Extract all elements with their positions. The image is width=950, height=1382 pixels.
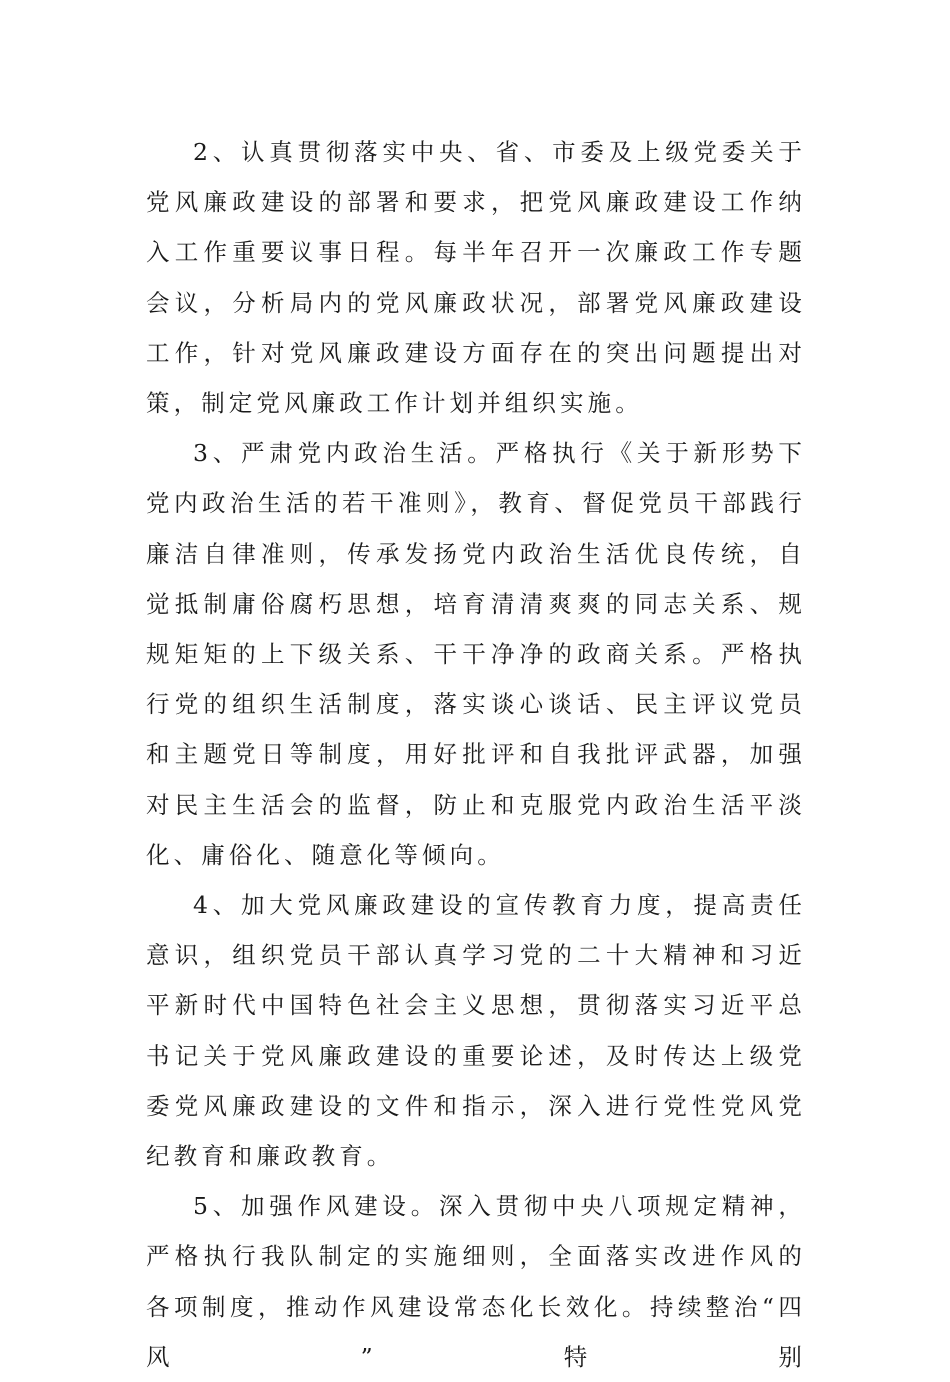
document-body [146,127,806,1382]
paragraph-2: 2、认真贯彻落实中央、省、市委及上级党委关于党风廉政建设的部署和要求，把党风廉政建设工作纳入工作重要议事日程。每半年召开一次廉政工作专题会议，分析局内的党风廉政状况，部署党风廉政建设工作，针对党风廉政建设方面存在的突出问题提出对策，制定党风廉政工作计划并组织实施。 [146,138,806,418]
paragraph-3: 3、严肃党内政治生活。严格执行《关于新形势下党内政治生活的若干准则》，教育、督促党员干部践行廉洁自律准则，传承发扬党内政治生活优良传统，自觉抵制庸俗腐朽思想，培育清清爽爽的同志关系、规规矩矩的上下级关系、干干净净的政商关系。严格执行党的组织生活制度，落实谈心谈话、民主评议党员和主题党日等制度，用好批评和自我批评武器，加强对民主生活会的监督，防止和克服党内政治生活平淡化、庸俗化、随意化等倾向。 [146,439,806,869]
paragraph-4: 4、加大党风廉政建设的宣传教育力度，提高责任意识，组织党员干部认真学习党的二十大精神和习近平新时代中国特色社会主义思想，贯彻落实习近平总书记关于党风廉政建设的重要论述，及时传达上级党委党风廉政建设的文件和指示，深入进行党性党风党纪教育和廉政教育。 [146,891,806,1171]
paragraph-5: 5、加强作风建设。深入贯彻中央八项规定精神，严格执行我队制定的实施细则，全面落实改进作风的各项制度，推动作风建设常态化长效化。持续整治“四风”特别 [146,1192,806,1371]
